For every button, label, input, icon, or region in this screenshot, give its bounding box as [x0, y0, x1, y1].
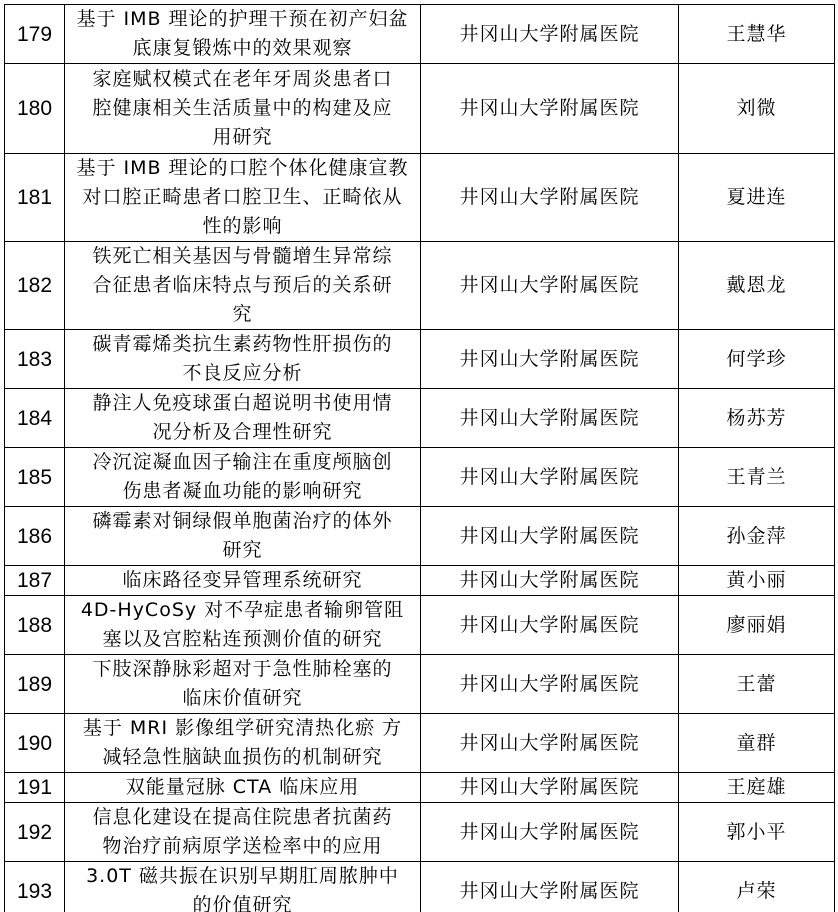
project-title-cell	[65, 5, 421, 64]
project-title-cell	[65, 64, 421, 154]
project-title-line: 研究	[222, 539, 263, 561]
table-row	[5, 862, 835, 912]
project-title-cell	[65, 507, 421, 566]
project-title-cell	[65, 154, 421, 242]
principal-investigator-cell: 刘微	[679, 64, 835, 154]
institution-cell: 井冈山大学附属医院	[421, 64, 679, 154]
principal-investigator-cell: 王青兰	[679, 448, 835, 507]
table-row	[5, 566, 835, 596]
institution-cell: 井冈山大学附属医院	[421, 330, 679, 389]
row-number-cell: 180	[5, 64, 65, 154]
project-title-cell	[65, 566, 421, 596]
project-title-line: 信息化建设在提高住院患者抗菌药	[92, 806, 393, 828]
row-number-cell: 184	[5, 389, 65, 448]
project-title-line: 性的影响	[202, 215, 283, 237]
table-row	[5, 714, 835, 773]
project-title-line: 物治疗前病原学送检率中的应用	[102, 835, 383, 857]
project-title-line: 腔健康相关生活质量中的构建及应	[92, 97, 393, 119]
institution-cell: 井冈山大学附属医院	[421, 596, 679, 655]
project-title-line: 用研究	[212, 126, 273, 148]
table-row	[5, 64, 835, 154]
institution-cell: 井冈山大学附属医院	[421, 389, 679, 448]
row-number-cell: 188	[5, 596, 65, 655]
row-number-cell: 190	[5, 714, 65, 773]
project-title-line: 磷霉素对铜绿假单胞菌治疗的体外	[92, 510, 393, 532]
project-title-cell	[65, 330, 421, 389]
project-title-cell	[65, 655, 421, 714]
project-title-line: 合征患者临床特点与预后的关系研	[92, 274, 393, 296]
row-number-cell: 192	[5, 803, 65, 862]
project-title-line: 临床路径变异管理系统研究	[122, 569, 363, 591]
table-row	[5, 154, 835, 242]
principal-investigator-cell: 戴恩龙	[679, 242, 835, 330]
institution-cell: 井冈山大学附属医院	[421, 862, 679, 912]
institution-cell: 井冈山大学附属医院	[421, 803, 679, 862]
principal-investigator-cell: 王蕾	[679, 655, 835, 714]
row-number-cell: 181	[5, 154, 65, 242]
project-title-line: 家庭赋权模式在老年牙周炎患者口	[92, 68, 393, 90]
project-title-line: 下肢深静脉彩超对于急性肺栓塞的	[92, 658, 393, 680]
principal-investigator-cell: 卢荣	[679, 862, 835, 912]
project-title-line: 况分析及合理性研究	[152, 421, 333, 443]
row-number-cell: 189	[5, 655, 65, 714]
row-number-cell: 191	[5, 773, 65, 803]
institution-cell: 井冈山大学附属医院	[421, 5, 679, 64]
row-number-cell: 187	[5, 566, 65, 596]
project-title-line: 静注人免疫球蛋白超说明书使用情	[92, 392, 393, 414]
institution-cell: 井冈山大学附属医院	[421, 154, 679, 242]
institution-cell: 井冈山大学附属医院	[421, 655, 679, 714]
table-row	[5, 242, 835, 330]
project-title-line: 伤患者凝血功能的影响研究	[122, 480, 363, 502]
table-row	[5, 5, 835, 64]
principal-investigator-cell: 王庭雄	[679, 773, 835, 803]
principal-investigator-cell: 郭小平	[679, 803, 835, 862]
project-title-cell	[65, 242, 421, 330]
project-title-line: 对口腔正畸患者口腔卫生、正畸依从	[82, 186, 403, 208]
table-row	[5, 389, 835, 448]
project-title-cell	[65, 448, 421, 507]
project-title-cell	[65, 596, 421, 655]
table-row	[5, 448, 835, 507]
project-title-cell	[65, 714, 421, 773]
project-title-cell	[65, 862, 421, 912]
project-title-line: 底康复锻炼中的效果观察	[132, 37, 353, 59]
institution-cell: 井冈山大学附属医院	[421, 566, 679, 596]
principal-investigator-cell: 杨苏芳	[679, 389, 835, 448]
row-number-cell: 193	[5, 862, 65, 912]
project-title-cell	[65, 803, 421, 862]
project-title-line: 究	[232, 303, 253, 325]
row-number-cell: 186	[5, 507, 65, 566]
table-row	[5, 596, 835, 655]
project-title-line: 冷沉淀凝血因子输注在重度颅脑创	[92, 451, 393, 473]
project-title-line: 铁死亡相关基因与骨髓增生异常综	[92, 245, 393, 267]
project-title-line: 双能量冠脉 CTA 临床应用	[125, 776, 360, 798]
project-title-line: 塞以及宫腔粘连预测价值的研究	[102, 628, 383, 650]
project-title-line: 的价值研究	[192, 894, 293, 912]
project-title-line: 基于 MRI 影像组学研究清热化瘀 方	[82, 717, 403, 739]
project-title-line: 碳青霉烯类抗生素药物性肝损伤的	[92, 333, 393, 355]
project-title-cell	[65, 389, 421, 448]
project-title-line: 临床价值研究	[182, 687, 303, 709]
table-row	[5, 803, 835, 862]
project-title-line: 不良反应分析	[182, 362, 303, 384]
row-number-cell: 185	[5, 448, 65, 507]
institution-cell: 井冈山大学附属医院	[421, 714, 679, 773]
institution-cell: 井冈山大学附属医院	[421, 773, 679, 803]
institution-cell: 井冈山大学附属医院	[421, 242, 679, 330]
project-title-line: 减轻急性脑缺血损伤的机制研究	[102, 746, 383, 768]
principal-investigator-cell: 孙金萍	[679, 507, 835, 566]
principal-investigator-cell: 廖丽娟	[679, 596, 835, 655]
project-title-cell	[65, 773, 421, 803]
principal-investigator-cell: 童群	[679, 714, 835, 773]
project-title-line: 基于 IMB 理论的口腔个体化健康宣教	[76, 157, 409, 179]
principal-investigator-cell: 王慧华	[679, 5, 835, 64]
row-number-cell: 183	[5, 330, 65, 389]
project-title-line: 基于 IMB 理论的护理干预在初产妇盆	[76, 8, 409, 30]
institution-cell: 井冈山大学附属医院	[421, 448, 679, 507]
table-row	[5, 507, 835, 566]
table-row	[5, 655, 835, 714]
row-number-cell: 179	[5, 5, 65, 64]
project-table	[4, 4, 835, 912]
principal-investigator-cell: 何学珍	[679, 330, 835, 389]
principal-investigator-cell: 黄小丽	[679, 566, 835, 596]
principal-investigator-cell: 夏进连	[679, 154, 835, 242]
institution-cell: 井冈山大学附属医院	[421, 507, 679, 566]
project-title-line: 3.0T 磁共振在识别早期肛周脓肿中	[86, 865, 399, 887]
row-number-cell: 182	[5, 242, 65, 330]
table-row	[5, 330, 835, 389]
project-table-body	[5, 5, 835, 912]
table-row	[5, 773, 835, 803]
project-title-line: 4D-HyCoSy 对不孕症患者输卵管阻	[80, 599, 405, 621]
